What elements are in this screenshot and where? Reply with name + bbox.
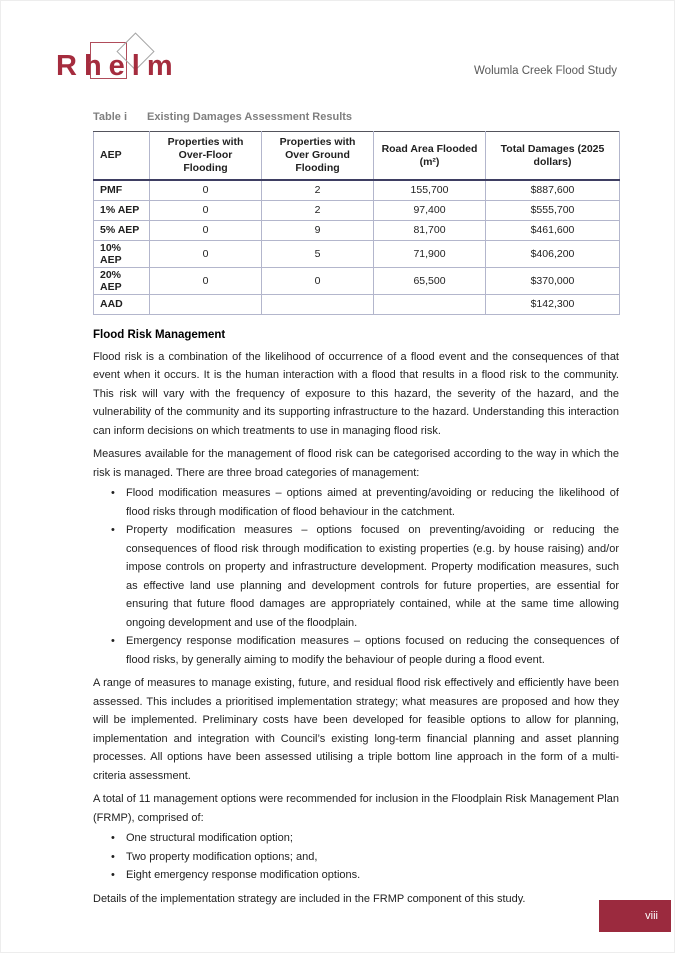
cell-total-damages: $461,600 xyxy=(486,220,620,240)
list-item xyxy=(93,521,619,632)
list-item xyxy=(93,866,619,885)
table-caption-title: Existing Damages Assessment Results xyxy=(147,111,353,123)
cell-over-ground: 5 xyxy=(262,240,374,267)
table-row xyxy=(94,180,620,200)
rhelm-logo xyxy=(56,29,186,87)
damages-table xyxy=(93,131,620,315)
row-label: 10% AEP xyxy=(94,240,150,267)
cell-over-floor: 0 xyxy=(150,267,262,294)
col-header-total-damages: Total Damages (2025 dollars) xyxy=(486,132,620,181)
logo-text: Rhelm xyxy=(56,50,180,82)
cell-over-ground: 2 xyxy=(262,180,374,200)
management-categories-list xyxy=(93,484,619,669)
row-label: PMF xyxy=(94,180,150,200)
cell-over-floor: 0 xyxy=(150,240,262,267)
list-item xyxy=(93,484,619,521)
row-label: 5% AEP xyxy=(94,220,150,240)
cell-over-ground xyxy=(262,294,374,314)
col-header-aep: AEP xyxy=(94,132,150,181)
cell-over-ground: 2 xyxy=(262,200,374,220)
row-label: 1% AEP xyxy=(94,200,150,220)
cell-total-damages: $887,600 xyxy=(486,180,620,200)
paragraph-measures-intro: Measures available for the management of flood risk can be categorised according to the way in which the risk is managed. There are three broad categories of management: xyxy=(93,448,619,479)
cell-road-area xyxy=(374,294,486,314)
bullet-icon: • xyxy=(111,850,115,863)
section-heading: Flood Risk Management xyxy=(93,328,226,341)
bullet-icon: • xyxy=(111,832,115,844)
cell-total-damages: $142,300 xyxy=(486,294,620,314)
table-caption xyxy=(93,110,619,124)
list-item-text: Eight emergency response modification options. xyxy=(126,869,361,881)
cell-total-damages: $406,200 xyxy=(486,240,620,267)
cell-road-area: 81,700 xyxy=(374,220,486,240)
row-label: 20% AEP xyxy=(94,267,150,294)
paragraph-flood-risk-intro: Flood risk is a combination of the likelihood of occurrence of a flood event and the consequences of that event when it occurs. It is the human interaction with a flood that results in a flood risk to the community. This risk will vary with the frequency of exposure to this hazard, the severity of the hazard, and the vulnerability of the community and its supporting infrastructure to the hazard. Understanding this interaction can inform decisions on which treatments to use in managing flood risk. xyxy=(93,350,619,437)
page-header xyxy=(1,1,674,93)
paragraph-options-total: A total of 11 management options were recommended for inclusion in the Floodplain Risk Management Plan (FRMP), comprised of: xyxy=(93,793,619,824)
table-header-row xyxy=(94,132,620,181)
list-item xyxy=(93,829,619,848)
cell-road-area: 97,400 xyxy=(374,200,486,220)
list-item xyxy=(93,848,619,867)
page-number: viii xyxy=(645,910,658,922)
cell-road-area: 65,500 xyxy=(374,267,486,294)
table-row xyxy=(94,294,620,314)
document-title: Wolumla Creek Flood Study xyxy=(474,65,617,77)
cell-over-floor: 0 xyxy=(150,180,262,200)
content-column xyxy=(93,93,619,908)
cell-over-ground: 0 xyxy=(262,267,374,294)
table-row xyxy=(94,200,620,220)
table-row xyxy=(94,220,620,240)
col-header-road-area: Road Area Flooded (m²) xyxy=(374,132,486,181)
cell-total-damages: $370,000 xyxy=(486,267,620,294)
bullet-icon: • xyxy=(111,635,115,647)
table-row xyxy=(94,240,620,267)
cell-road-area: 71,900 xyxy=(374,240,486,267)
list-item-text: Property modification measures – options focused on preventing/avoiding or reducing the consequences of flood risk through modification to existing properties (e.g. by house raising) and/or impose controls on property and infrastructure development. Property modification measures, such as effective land use planning and development controls for future properties, are essential for ensuring that future flood damages are appropriately contained, while at the same time allowing ongoing development and use of the floodplain. xyxy=(126,524,619,629)
paragraph-details-note: Details of the implementation strategy are included in the FRMP component of this study. xyxy=(93,892,526,905)
list-item-text: Emergency response modification measures – options focused on reducing the consequences of flood risks, by generally aiming to modify the behaviour of people during a flood event. xyxy=(126,635,619,666)
table-row xyxy=(94,267,620,294)
recommended-options-list xyxy=(93,829,619,885)
cell-over-floor: 0 xyxy=(150,200,262,220)
page-number-badge xyxy=(599,900,671,932)
cell-road-area: 155,700 xyxy=(374,180,486,200)
bullet-icon: • xyxy=(111,869,115,881)
bullet-icon: • xyxy=(111,487,115,499)
cell-over-floor: 0 xyxy=(150,220,262,240)
row-label: AAD xyxy=(94,294,150,314)
bullet-icon: • xyxy=(111,524,115,536)
cell-over-floor xyxy=(150,294,262,314)
cell-total-damages: $555,700 xyxy=(486,200,620,220)
list-item-text: Two property modification options; and, xyxy=(126,850,318,863)
list-item-text: Flood modification measures – options aimed at preventing/avoiding or reducing the likelihood of flood risks through modification of flood behaviour in the catchment. xyxy=(126,487,619,518)
col-header-over-ground: Properties with Over Ground Flooding xyxy=(262,132,374,181)
list-item-text: One structural modification option; xyxy=(126,832,293,844)
table-caption-label: Table i xyxy=(93,111,128,123)
list-item xyxy=(93,632,619,669)
paragraph-measures-assessed: A range of measures to manage existing, future, and residual flood risk effectively and efficiently have been assessed. This includes a prioritised implementation strategy; what measures are proposed and how they will be implemented. Preliminary costs have been developed for feasible options to allow for planning, implementation and integration with Council’s existing long-term financial planning and asset planning processes. All options have been assessed utilising a triple bottom line approach in the form of a multi-criteria assessment. xyxy=(93,677,619,782)
cell-over-ground: 9 xyxy=(262,220,374,240)
col-header-over-floor: Properties with Over-Floor Flooding xyxy=(150,132,262,181)
